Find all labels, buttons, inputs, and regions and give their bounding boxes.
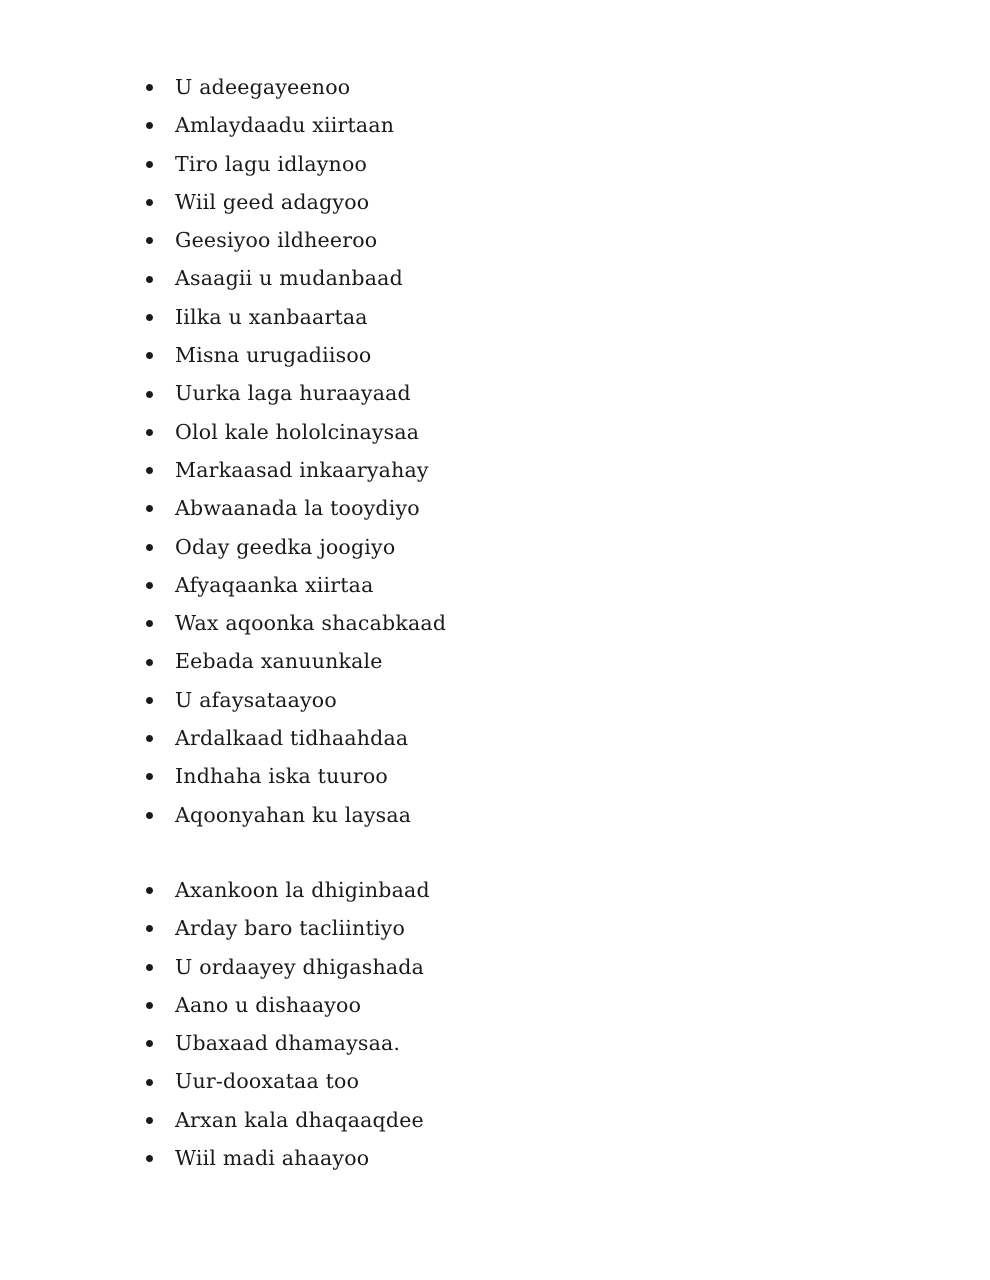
list-item-text: Oday geedka joogiyo — [175, 534, 396, 559]
list-item-text: U afaysataayoo — [175, 687, 337, 712]
list-item-text: Wiil madi ahaayoo — [175, 1146, 370, 1171]
list-item-text: Aano u dishaayoo — [175, 992, 362, 1017]
bullet-icon — [146, 122, 153, 129]
bullet-icon — [146, 544, 153, 551]
list-item-text: Geesiyoo ildheeroo — [175, 228, 378, 253]
list-item-text: Axankoon la dhiginbaad — [175, 878, 430, 902]
bullet-icon — [146, 964, 153, 971]
bullet-icon — [146, 1079, 153, 1086]
list-item-text: Olol kale hololcinaysaa — [175, 419, 420, 444]
bullet-icon — [146, 773, 153, 780]
bullet-icon — [146, 199, 153, 206]
list-item-text: Markaasad inkaaryahay — [175, 457, 429, 482]
bullet-icon — [146, 887, 153, 894]
bullet-icon — [146, 812, 153, 819]
bullet-icon — [146, 161, 153, 168]
bullet-icon — [146, 1040, 153, 1047]
list-item-text: Arday baro tacliintiyo — [175, 916, 405, 941]
list-item-text: Asaagii u mudanbaad — [175, 266, 403, 291]
bullet-icon — [146, 735, 153, 742]
bullet-icon — [146, 84, 153, 91]
list-item-text: Amlaydaadu xiirtaan — [175, 113, 395, 138]
list-item-text: Misna urugadiisoo — [175, 343, 372, 368]
list-item-text: Wax aqoonka shacabkaad — [175, 611, 447, 636]
list-item-text: Arxan kala dhaqaaqdee — [175, 1107, 424, 1132]
list-item-text: Afyaqaanka xiirtaa — [175, 572, 374, 597]
list-item-text: Uurka laga huraayaad — [175, 381, 411, 406]
list-item-text: Ardalkaad tidhaahdaa — [175, 726, 409, 751]
list-item-text: Uur-dooxataa too — [175, 1069, 360, 1094]
list-item-text: Abwaanada la tooydiyo — [175, 496, 420, 521]
bullet-icon — [146, 276, 153, 283]
list-item-text: U ordaayey dhigashada — [175, 954, 425, 979]
list-item-text: Aqoonyahan ku laysaa — [175, 802, 412, 827]
list-item-text: Wiil geed adagyoo — [175, 189, 370, 214]
list-item-text: Indhaha iska tuuroo — [175, 764, 388, 789]
bullet-icon — [146, 697, 153, 704]
bullet-icon — [146, 237, 153, 244]
bullet-icon — [146, 659, 153, 666]
bullet-icon — [146, 925, 153, 932]
list-item-text: Tiro lagu idlaynoo — [175, 151, 368, 176]
bullet-icon — [146, 352, 153, 359]
bullet-icon — [146, 582, 153, 589]
list-item-text: Ubaxaad dhamaysaa. — [175, 1031, 401, 1056]
list-item-text: Iilka u xanbaartaa — [175, 304, 368, 329]
bullet-icon — [146, 1117, 153, 1124]
bullet-icon — [146, 467, 153, 474]
bullet-icon — [146, 505, 153, 512]
bullet-icon — [146, 429, 153, 436]
list-item-text: Eebada xanuunkale — [175, 649, 383, 674]
bullet-icon — [146, 1002, 153, 1009]
bullet-icon — [146, 1155, 153, 1162]
bullet-icon — [146, 391, 153, 398]
list-item-text: U adeegayeenoo — [175, 75, 351, 99]
bullet-icon — [146, 620, 153, 627]
bullet-icon — [146, 314, 153, 321]
